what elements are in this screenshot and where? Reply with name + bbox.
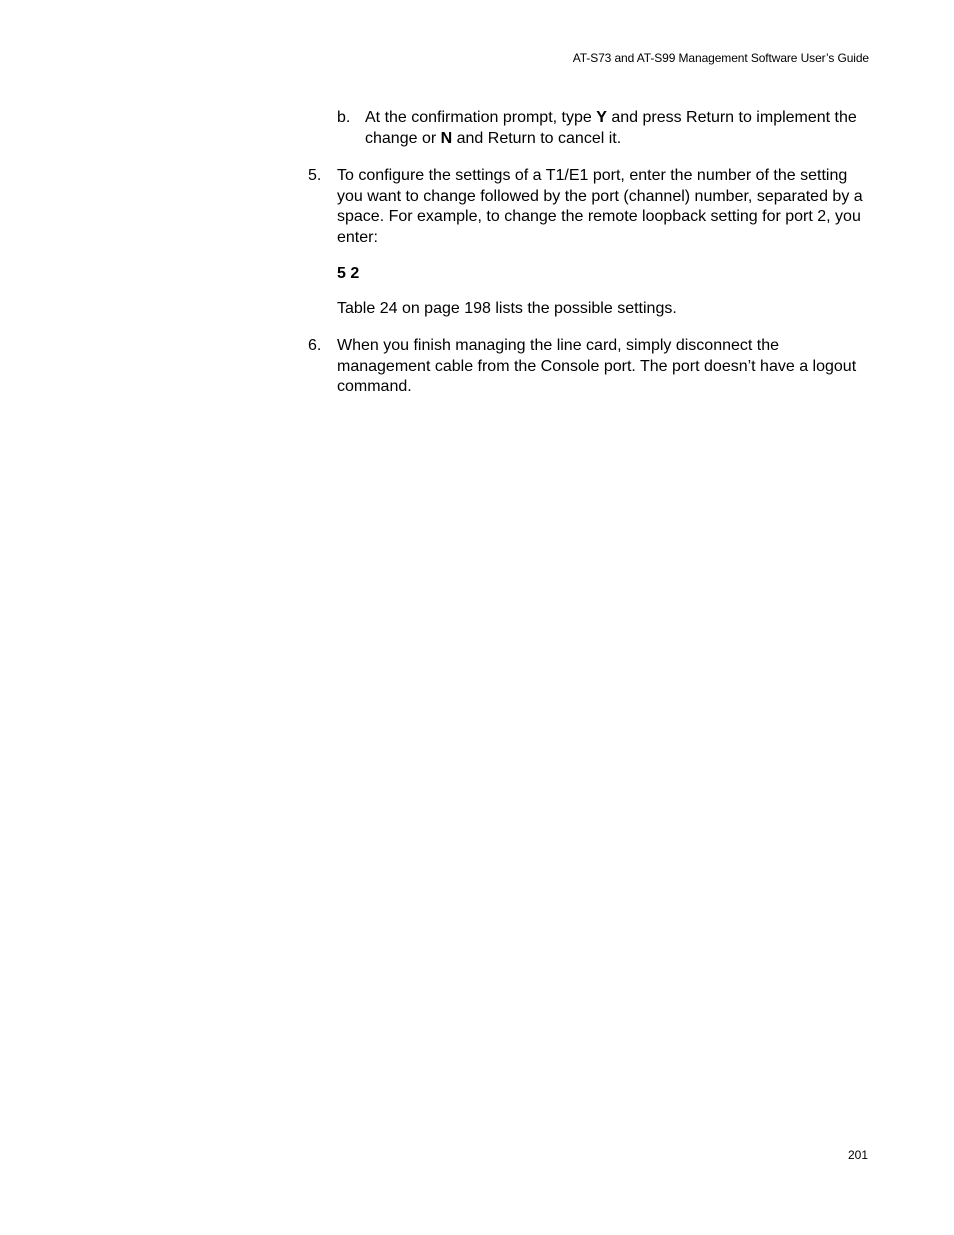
substep-text-part-1: At the confirmation prompt, type: [365, 109, 597, 126]
substep-marker: b.: [337, 109, 351, 126]
step-5-marker: 5.: [308, 167, 322, 184]
substep-text-part-2: and press Return to implement the change or: [365, 109, 857, 147]
step-6-text: When you finish managing the line card, simply disconnect the management cable from the Console port. The port doesn’t have a logout command.: [337, 337, 857, 395]
substep-text: [365, 108, 875, 149]
step-5-text: To configure the settings of a T1/E1 port, enter the number of the setting you want to change followed by the port (channel) number, separated by a space. For example, to change the remote loopback setting for port 2, you enter:: [337, 167, 863, 246]
table-reference: Table 24 on page 198 lists the possible settings.: [337, 300, 677, 317]
running-header: AT-S73 and AT-S99 Management Software User’s Guide: [572, 51, 869, 65]
step-6-marker: 6.: [308, 337, 322, 354]
command-example: 5 2: [337, 265, 360, 282]
key-y: Y: [596, 109, 607, 126]
page-number: 201: [847, 1148, 868, 1162]
key-n: N: [440, 129, 453, 147]
substep-text-part-3: and Return to cancel it.: [452, 129, 622, 147]
